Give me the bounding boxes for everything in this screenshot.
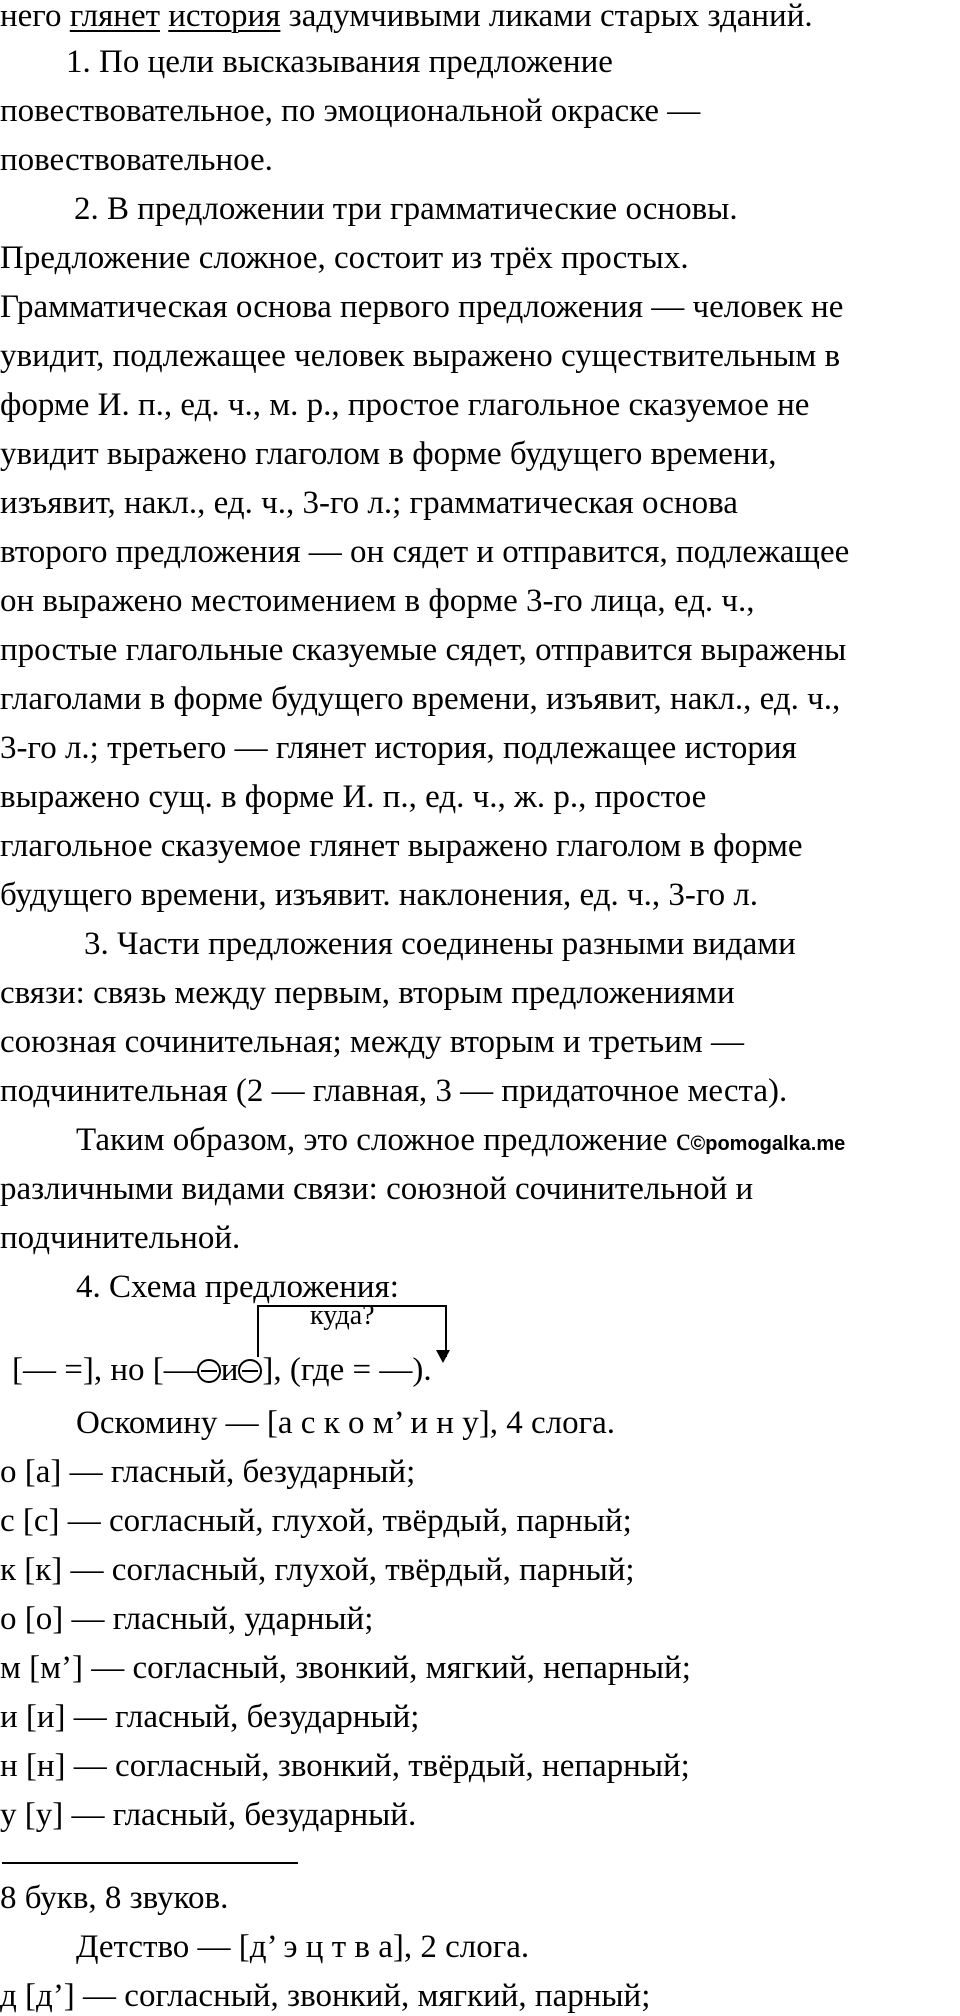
text-line: различными видами связи: союзной сочинительной и [0, 1171, 754, 1207]
text-line: н [н] — согласный, звонкий, твёрдый, непарный; [0, 1748, 690, 1784]
text-span: Таким образом, это сложное предложение с [76, 1122, 691, 1158]
text-line: Детство — [д’ э ц т в а], 2 слога. [76, 1929, 530, 1965]
text-line: подчинительной. [0, 1220, 241, 1256]
text-line: Оскомину — [а с к о м’ и н у], 4 слога. [76, 1405, 616, 1441]
scheme-question-label: куда? [310, 1300, 375, 1331]
text-span: и [220, 1352, 239, 1388]
text-line: у [у] — гласный, безударный. [0, 1797, 417, 1833]
text-line: будущего времени, изъявит. наклонения, ед. ч., 3-го л. [0, 877, 759, 913]
text-line: 3. Части предложения соединены разными видами [84, 926, 796, 962]
text-line: увидит выражено глаголом в форме будущего времени, [0, 436, 777, 472]
text-line: с [с] — согласный, глухой, твёрдый, парный; [0, 1503, 632, 1539]
text-line: 1. По цели высказывания предложение [66, 44, 613, 80]
text-line: д [д’] — согласный, звонкий, мягкий, парный; [0, 1978, 651, 2014]
circled-subject-mark [197, 1359, 221, 1383]
text-span: [— =], но [— [12, 1352, 197, 1388]
text-span: ], (где = —). [262, 1352, 432, 1388]
text-line: 2. В предложении три грамматические основы. [74, 191, 738, 227]
text-line: 8 букв, 8 звуков. [0, 1880, 229, 1916]
watermark-text: ©pomogalka.me [690, 1133, 846, 1155]
text-line: он выражено местоимением в форме 3-го лица, ед. ч., [0, 583, 755, 619]
text-line: повествовательное, по эмоциональной окраске — [0, 93, 701, 129]
text-line: к [к] — согласный, глухой, твёрдый, парный; [0, 1552, 635, 1588]
text-line: глаголами в форме будущего времени, изъявит, накл., ед. ч., [0, 681, 841, 717]
underlined-subject-word: глянет [69, 0, 161, 34]
text-line: Предложение сложное, состоит из трёх простых. [0, 240, 689, 276]
text-line [0, 0, 813, 36]
text-line: Грамматическая основа первого предложения — человек не [0, 289, 844, 325]
text-line: союзная сочинительная; между вторым и третьим — [0, 1024, 744, 1060]
text-line [76, 1120, 845, 1160]
text-line: простые глагольные сказуемые сядет, отправится выражены [0, 632, 847, 668]
circled-subject-mark [238, 1359, 262, 1383]
text-line: связи: связь между первым, вторым предложениями [0, 975, 735, 1011]
text-line: форме И. п., ед. ч., м. р., простое глагольное сказуемое не [0, 387, 810, 423]
text-line: о [о] — гласный, ударный; [0, 1601, 374, 1637]
text-span: него [0, 0, 70, 34]
text-line: глагольное сказуемое глянет выражено глаголом в форме [0, 828, 803, 864]
horizontal-rule [2, 1862, 298, 1864]
scheme-line [12, 1350, 432, 1390]
text-line: и [и] — гласный, безударный; [0, 1699, 420, 1735]
text-line: увидит, подлежащее человек выражено существительным в [0, 338, 841, 374]
text-span: задумчивыми ликами старых зданий. [280, 0, 813, 34]
text-line: повествовательное. [0, 142, 273, 178]
text-line: о [а] — гласный, безударный; [0, 1454, 416, 1490]
text-line: второго предложения — он сядет и отправится, подлежащее [0, 534, 850, 570]
scheme-arrow-head [436, 1350, 450, 1363]
underlined-subject-word: история [168, 0, 281, 34]
text-line: выражено сущ. в форме И. п., ед. ч., ж. р., простое [0, 779, 707, 815]
text-line: 4. Схема предложения: [76, 1269, 399, 1305]
text-line: изъявит, накл., ед. ч., 3-го л.; грамматическая основа [0, 485, 738, 521]
text-line: 3-го л.; третьего — глянет история, подлежащее история [0, 730, 797, 766]
text-line: подчинительная (2 — главная, 3 — придаточное места). [0, 1073, 788, 1109]
text-line: м [м’] — согласный, звонкий, мягкий, непарный; [0, 1650, 691, 1686]
